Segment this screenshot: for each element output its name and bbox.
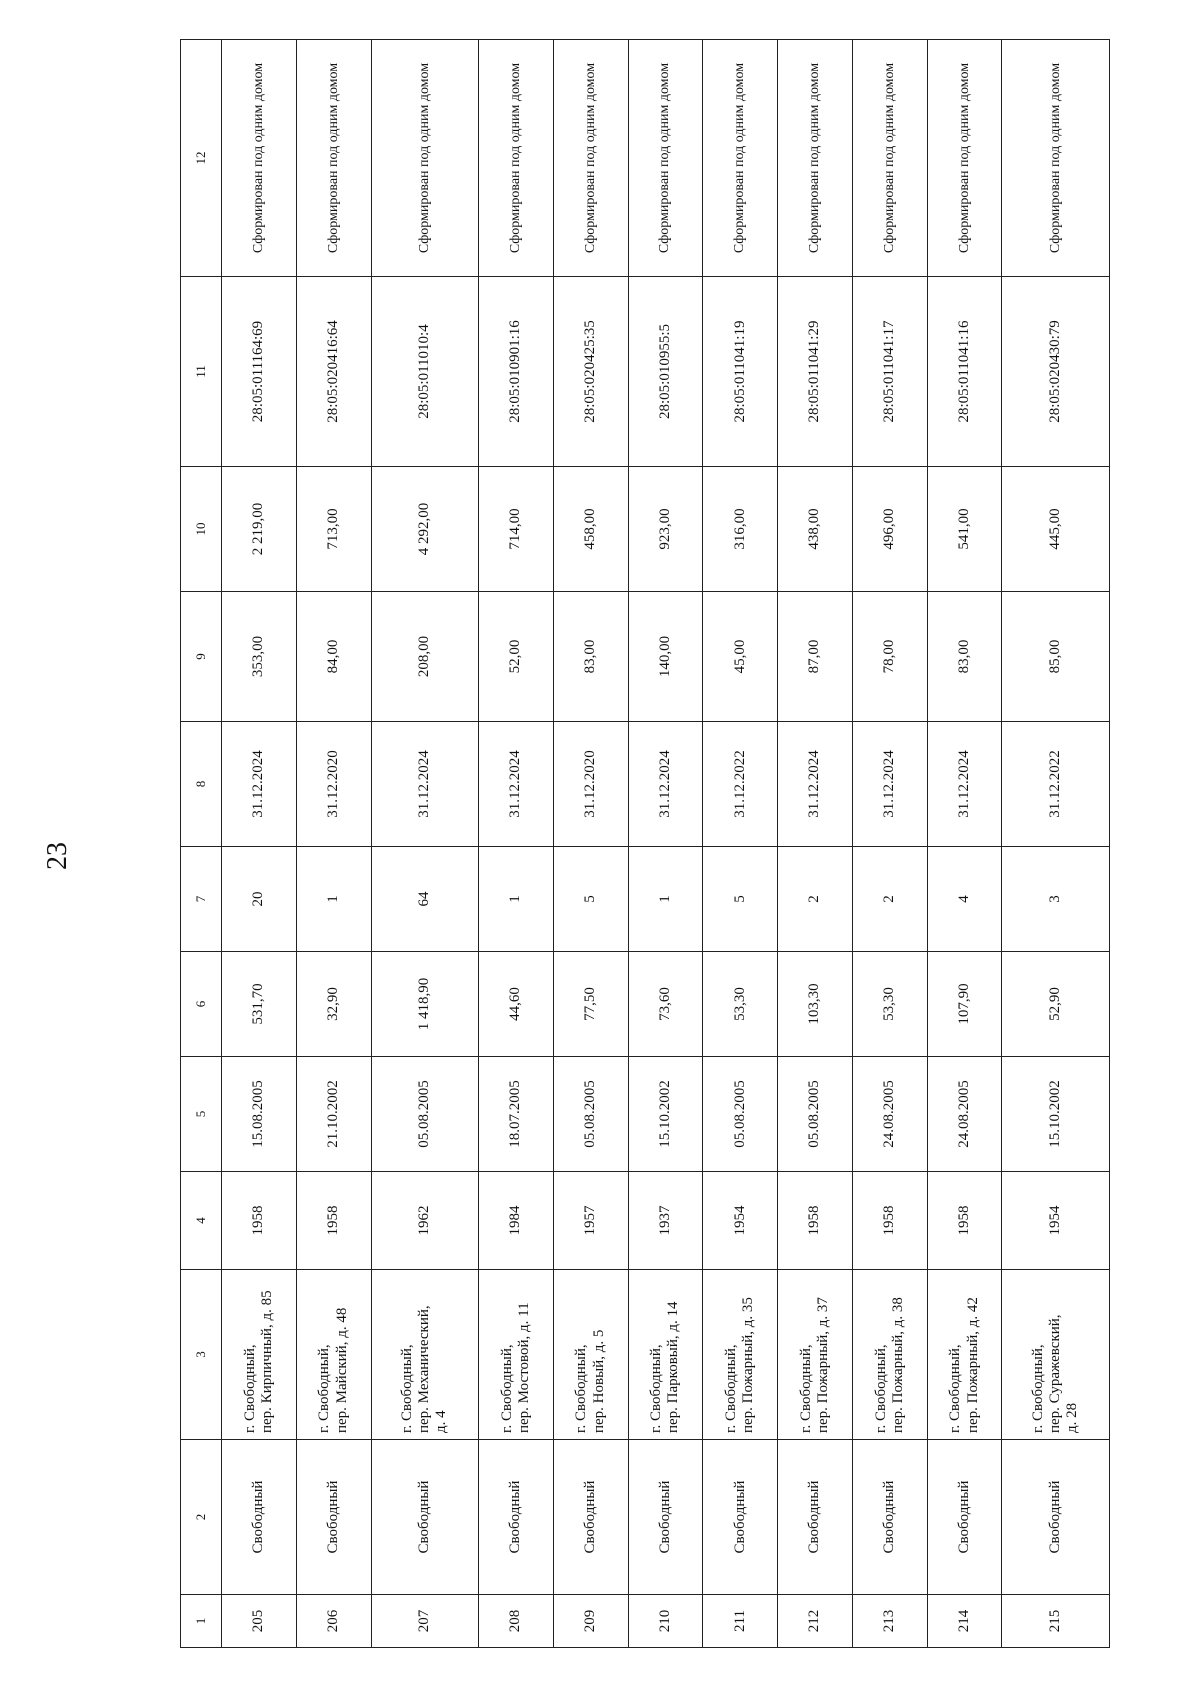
row-number-cell: 211 bbox=[703, 1595, 778, 1648]
area-cell: 77,50 bbox=[553, 952, 628, 1057]
value-col9-cell: 83,00 bbox=[927, 592, 1002, 722]
value-col9-cell: 353,00 bbox=[222, 592, 297, 722]
settlement-cell: Свободный bbox=[553, 1440, 628, 1595]
year-built-cell: 1937 bbox=[628, 1172, 703, 1270]
settlement-cell: Свободный bbox=[296, 1440, 371, 1595]
column-number: 7 bbox=[181, 847, 222, 952]
status-cell: Сформирован под одним домом bbox=[479, 40, 554, 277]
address-cell bbox=[479, 1270, 554, 1440]
address-line: г. Свободный, bbox=[398, 1344, 415, 1433]
column-number: 8 bbox=[181, 722, 222, 847]
cadastral-number-cell: 28:05:010955:5 bbox=[628, 277, 703, 467]
row-number-cell: 215 bbox=[1002, 1595, 1110, 1648]
value-col9-cell: 84,00 bbox=[296, 592, 371, 722]
table-row bbox=[703, 40, 778, 1648]
address-line: пер. Мостовой, д. 11 bbox=[515, 1302, 532, 1433]
residents-cell: 5 bbox=[703, 847, 778, 952]
value-col9-cell: 78,00 bbox=[852, 592, 927, 722]
address-line: д. 4 bbox=[433, 1410, 450, 1433]
status-cell: Сформирован под одним домом bbox=[222, 40, 297, 277]
cadastral-number-cell: 28:05:011041:16 bbox=[927, 277, 1002, 467]
settlement-cell: Свободный bbox=[628, 1440, 703, 1595]
area-cell: 103,30 bbox=[778, 952, 853, 1057]
address-line: пер. Парковый, д. 14 bbox=[665, 1301, 682, 1433]
address-line: пер. Суражевский, bbox=[1047, 1314, 1064, 1433]
address-line: пер. Майский, д. 48 bbox=[333, 1307, 350, 1433]
row-number-cell: 208 bbox=[479, 1595, 554, 1648]
table-row bbox=[628, 40, 703, 1648]
cadastral-number-cell: 28:05:011041:19 bbox=[703, 277, 778, 467]
year-built-cell: 1958 bbox=[222, 1172, 297, 1270]
address-line: пер. Пожарный, д. 42 bbox=[964, 1297, 981, 1433]
settlement-cell: Свободный bbox=[703, 1440, 778, 1595]
status-cell: Сформирован под одним домом bbox=[852, 40, 927, 277]
deadline-cell: 31.12.2024 bbox=[479, 722, 554, 847]
row-number-cell: 206 bbox=[296, 1595, 371, 1648]
value-col10-cell: 316,00 bbox=[703, 467, 778, 592]
deadline-cell: 31.12.2024 bbox=[222, 722, 297, 847]
column-number: 3 bbox=[181, 1270, 222, 1440]
residents-cell: 64 bbox=[371, 847, 478, 952]
table-row bbox=[479, 40, 554, 1648]
cadastral-number-cell: 28:05:020430:79 bbox=[1002, 277, 1110, 467]
address-cell bbox=[927, 1270, 1002, 1440]
document-table-region bbox=[180, 40, 1110, 1648]
deadline-cell: 31.12.2020 bbox=[296, 722, 371, 847]
year-built-cell: 1962 bbox=[371, 1172, 478, 1270]
row-number-cell: 205 bbox=[222, 1595, 297, 1648]
year-built-cell: 1954 bbox=[703, 1172, 778, 1270]
value-col9-cell: 140,00 bbox=[628, 592, 703, 722]
column-number: 6 bbox=[181, 952, 222, 1057]
status-cell: Сформирован под одним домом bbox=[628, 40, 703, 277]
residents-cell: 1 bbox=[296, 847, 371, 952]
area-cell: 44,60 bbox=[479, 952, 554, 1057]
residents-cell: 2 bbox=[852, 847, 927, 952]
area-cell: 32,90 bbox=[296, 952, 371, 1057]
table-row bbox=[1002, 40, 1110, 1648]
deadline-cell: 31.12.2024 bbox=[778, 722, 853, 847]
column-number-row bbox=[181, 40, 222, 1648]
status-cell: Сформирован под одним домом bbox=[553, 40, 628, 277]
address-line: г. Свободный, bbox=[498, 1344, 515, 1433]
deadline-cell: 31.12.2024 bbox=[628, 722, 703, 847]
value-col9-cell: 45,00 bbox=[703, 592, 778, 722]
area-cell: 52,90 bbox=[1002, 952, 1110, 1057]
table-row bbox=[296, 40, 371, 1648]
column-number: 5 bbox=[181, 1057, 222, 1172]
column-number: 11 bbox=[181, 277, 222, 467]
address-line: г. Свободный, bbox=[1029, 1344, 1046, 1433]
cadastral-number-cell: 28:05:010901:16 bbox=[479, 277, 554, 467]
address-line: пер. Пожарный, д. 35 bbox=[740, 1297, 757, 1433]
settlement-cell: Свободный bbox=[852, 1440, 927, 1595]
value-col10-cell: 445,00 bbox=[1002, 467, 1110, 592]
area-cell: 1 418,90 bbox=[371, 952, 478, 1057]
address-cell bbox=[553, 1270, 628, 1440]
row-number-cell: 209 bbox=[553, 1595, 628, 1648]
residents-cell: 2 bbox=[778, 847, 853, 952]
column-number: 4 bbox=[181, 1172, 222, 1270]
date-cell: 15.10.2002 bbox=[1002, 1057, 1110, 1172]
year-built-cell: 1957 bbox=[553, 1172, 628, 1270]
address-line: г. Свободный, bbox=[573, 1344, 590, 1433]
status-cell: Сформирован под одним домом bbox=[296, 40, 371, 277]
address-line: пер. Кирпичный, д. 85 bbox=[258, 1290, 275, 1433]
value-col9-cell: 85,00 bbox=[1002, 592, 1110, 722]
table-row bbox=[778, 40, 853, 1648]
date-cell: 18.07.2005 bbox=[479, 1057, 554, 1172]
address-line: пер. Механический, bbox=[416, 1305, 433, 1433]
status-cell: Сформирован под одним домом bbox=[927, 40, 1002, 277]
table-row bbox=[222, 40, 297, 1648]
column-number: 2 bbox=[181, 1440, 222, 1595]
date-cell: 05.08.2005 bbox=[553, 1057, 628, 1172]
year-built-cell: 1958 bbox=[927, 1172, 1002, 1270]
status-cell: Сформирован под одним домом bbox=[371, 40, 478, 277]
address-cell bbox=[778, 1270, 853, 1440]
address-line: г. Свободный, bbox=[797, 1344, 814, 1433]
address-line: г. Свободный, bbox=[648, 1344, 665, 1433]
column-number: 1 bbox=[181, 1595, 222, 1648]
area-cell: 53,30 bbox=[703, 952, 778, 1057]
settlement-cell: Свободный bbox=[222, 1440, 297, 1595]
address-line: д. 28 bbox=[1064, 1402, 1081, 1433]
date-cell: 05.08.2005 bbox=[778, 1057, 853, 1172]
year-built-cell: 1958 bbox=[296, 1172, 371, 1270]
deadline-cell: 31.12.2020 bbox=[553, 722, 628, 847]
cadastral-number-cell: 28:05:020416:64 bbox=[296, 277, 371, 467]
value-col10-cell: 458,00 bbox=[553, 467, 628, 592]
settlement-cell: Свободный bbox=[778, 1440, 853, 1595]
address-line: г. Свободный, bbox=[947, 1344, 964, 1433]
residents-cell: 5 bbox=[553, 847, 628, 952]
deadline-cell: 31.12.2024 bbox=[371, 722, 478, 847]
date-cell: 15.08.2005 bbox=[222, 1057, 297, 1172]
column-number: 10 bbox=[181, 467, 222, 592]
row-number-cell: 210 bbox=[628, 1595, 703, 1648]
settlement-cell: Свободный bbox=[1002, 1440, 1110, 1595]
value-col9-cell: 83,00 bbox=[553, 592, 628, 722]
residents-cell: 20 bbox=[222, 847, 297, 952]
table-row bbox=[371, 40, 478, 1648]
value-col10-cell: 438,00 bbox=[778, 467, 853, 592]
area-cell: 53,30 bbox=[852, 952, 927, 1057]
status-cell: Сформирован под одним домом bbox=[778, 40, 853, 277]
cadastral-number-cell: 28:05:011041:29 bbox=[778, 277, 853, 467]
cadastral-number-cell: 28:05:011010:4 bbox=[371, 277, 478, 467]
address-line: г. Свободный, bbox=[316, 1344, 333, 1433]
area-cell: 107,90 bbox=[927, 952, 1002, 1057]
address-cell bbox=[1002, 1270, 1110, 1440]
year-built-cell: 1954 bbox=[1002, 1172, 1110, 1270]
year-built-cell: 1984 bbox=[479, 1172, 554, 1270]
area-cell: 531,70 bbox=[222, 952, 297, 1057]
value-col10-cell: 923,00 bbox=[628, 467, 703, 592]
date-cell: 24.08.2005 bbox=[927, 1057, 1002, 1172]
table-row bbox=[927, 40, 1002, 1648]
value-col10-cell: 496,00 bbox=[852, 467, 927, 592]
address-cell bbox=[296, 1270, 371, 1440]
year-built-cell: 1958 bbox=[778, 1172, 853, 1270]
value-col9-cell: 52,00 bbox=[479, 592, 554, 722]
address-line: пер. Пожарный, д. 38 bbox=[889, 1297, 906, 1433]
value-col10-cell: 714,00 bbox=[479, 467, 554, 592]
address-cell bbox=[703, 1270, 778, 1440]
table-row bbox=[852, 40, 927, 1648]
year-built-cell: 1958 bbox=[852, 1172, 927, 1270]
row-number-cell: 214 bbox=[927, 1595, 1002, 1648]
page-number: 23 bbox=[42, 842, 73, 870]
row-number-cell: 207 bbox=[371, 1595, 478, 1648]
date-cell: 15.10.2002 bbox=[628, 1057, 703, 1172]
deadline-cell: 31.12.2024 bbox=[852, 722, 927, 847]
address-cell bbox=[628, 1270, 703, 1440]
cadastral-number-cell: 28:05:020425:35 bbox=[553, 277, 628, 467]
settlement-cell: Свободный bbox=[479, 1440, 554, 1595]
value-col10-cell: 713,00 bbox=[296, 467, 371, 592]
residents-cell: 1 bbox=[628, 847, 703, 952]
address-line: г. Свободный, bbox=[241, 1344, 258, 1433]
address-line: пер. Новый, д. 5 bbox=[590, 1329, 607, 1433]
residents-cell: 3 bbox=[1002, 847, 1110, 952]
status-cell: Сформирован под одним домом bbox=[703, 40, 778, 277]
date-cell: 24.08.2005 bbox=[852, 1057, 927, 1172]
deadline-cell: 31.12.2022 bbox=[1002, 722, 1110, 847]
address-cell bbox=[222, 1270, 297, 1440]
address-cell bbox=[852, 1270, 927, 1440]
deadline-cell: 31.12.2024 bbox=[927, 722, 1002, 847]
cadastral-number-cell: 28:05:011164:69 bbox=[222, 277, 297, 467]
value-col10-cell: 541,00 bbox=[927, 467, 1002, 592]
value-col10-cell: 2 219,00 bbox=[222, 467, 297, 592]
area-cell: 73,60 bbox=[628, 952, 703, 1057]
value-col9-cell: 208,00 bbox=[371, 592, 478, 722]
table-row bbox=[553, 40, 628, 1648]
address-line: г. Свободный, bbox=[722, 1344, 739, 1433]
value-col9-cell: 87,00 bbox=[778, 592, 853, 722]
date-cell: 05.08.2005 bbox=[703, 1057, 778, 1172]
column-number: 9 bbox=[181, 592, 222, 722]
address-line: пер. Пожарный, д. 37 bbox=[815, 1297, 832, 1433]
residents-cell: 4 bbox=[927, 847, 1002, 952]
row-number-cell: 213 bbox=[852, 1595, 927, 1648]
row-number-cell: 212 bbox=[778, 1595, 853, 1648]
date-cell: 05.08.2005 bbox=[371, 1057, 478, 1172]
residents-cell: 1 bbox=[479, 847, 554, 952]
housing-registry-table bbox=[180, 39, 1110, 1648]
address-cell bbox=[371, 1270, 478, 1440]
column-number: 12 bbox=[181, 40, 222, 277]
cadastral-number-cell: 28:05:011041:17 bbox=[852, 277, 927, 467]
deadline-cell: 31.12.2022 bbox=[703, 722, 778, 847]
settlement-cell: Свободный bbox=[927, 1440, 1002, 1595]
date-cell: 21.10.2002 bbox=[296, 1057, 371, 1172]
status-cell: Сформирован под одним домом bbox=[1002, 40, 1110, 277]
value-col10-cell: 4 292,00 bbox=[371, 467, 478, 592]
address-line: г. Свободный, bbox=[872, 1344, 889, 1433]
settlement-cell: Свободный bbox=[371, 1440, 478, 1595]
